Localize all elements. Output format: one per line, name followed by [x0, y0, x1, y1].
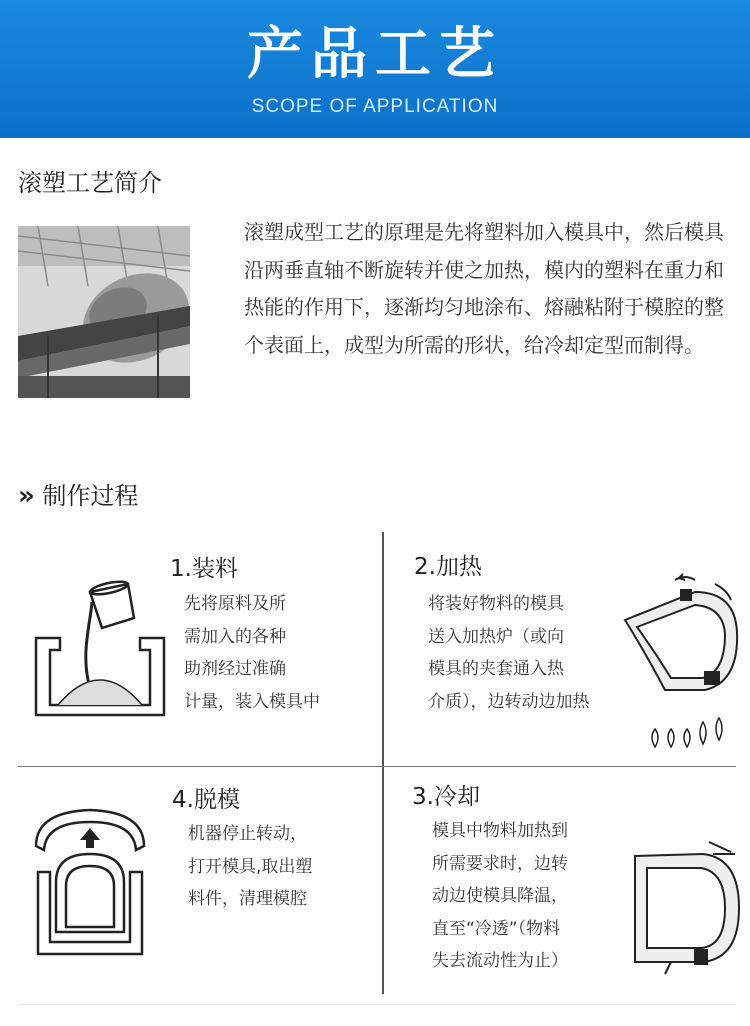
page-title: 产品工艺 [247, 22, 503, 87]
step-2-desc: 将装好物料的模具 送入加热炉（或向 模具的夹套通入热 介质），边转动边加热 [428, 594, 590, 712]
step-3-desc: 模具中物料加热到 所需要求时，边转 动边使模具降温， 直至“冷透”（物料 失去流动性为止） [432, 821, 568, 971]
step-3-title: 3.冷却 [412, 784, 480, 810]
process-heading-label: 制作过程 [42, 482, 139, 510]
demold-icon [30, 802, 150, 966]
step-1-title: 1.装料 [170, 556, 238, 582]
header-banner [0, 0, 750, 138]
machine-photo [18, 226, 190, 398]
chevron-icon: » [18, 481, 29, 511]
step-1-desc: 先将原料及所 需加入的各种 助剂经过准确 计量，装入模具中 [184, 594, 320, 712]
process-heading [18, 476, 138, 511]
vertical-divider [382, 532, 384, 994]
step-2-title: 2.加热 [414, 554, 482, 580]
cooling-mold-icon [625, 838, 743, 982]
page-subtitle: SCOPE OF APPLICATION [251, 96, 499, 117]
pouring-mold-icon [30, 580, 170, 724]
step-4-desc: 机器停止转动， 打开模具,取出塑 料件，清理模腔 [188, 824, 313, 909]
intro-heading: 滚塑工艺简介 [18, 169, 162, 197]
step-4-title: 4.脱模 [172, 787, 240, 813]
horizontal-divider [18, 766, 736, 767]
bottom-divider [18, 1004, 736, 1005]
heating-mold-icon [615, 572, 743, 756]
intro-text: 滚塑成型工艺的原理是先将塑料加入模具中，然后模具沿两垂直轴不断旋转并使之加热，模内的塑料在重力和热能的作用下，逐渐均匀地涂布、熔融粘附于模腔的整个表面上，成型为所需的形状，给冷却定型而制得。 [244, 220, 724, 357]
